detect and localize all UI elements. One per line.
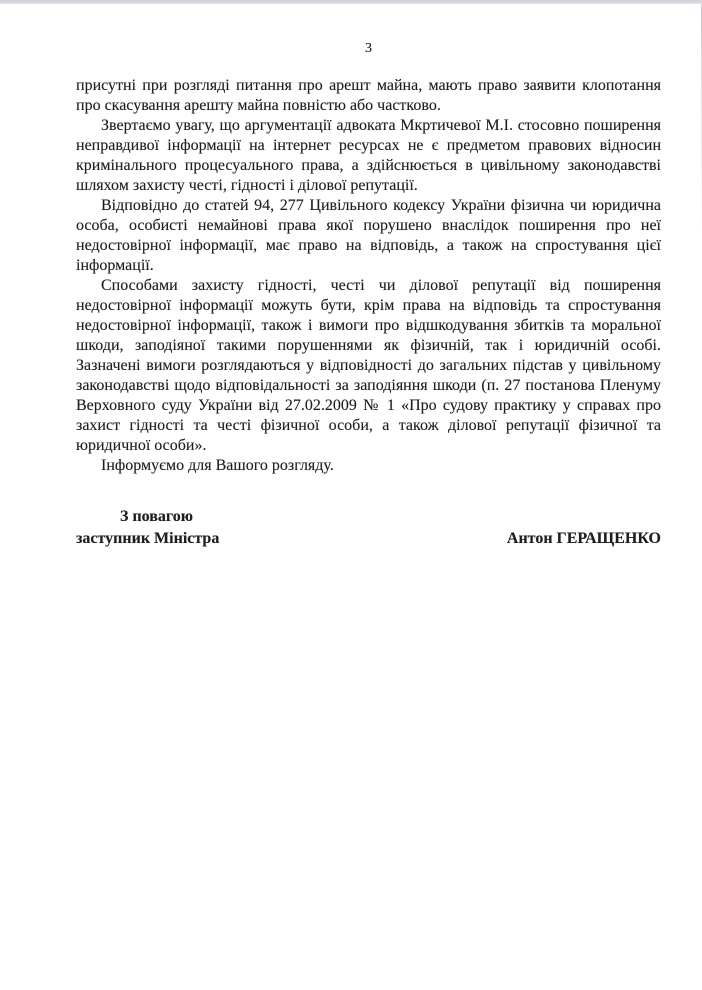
signature-block [76,506,661,550]
paragraph-protection-methods: Способами захисту гідності, честі чи ділової репутації від поширення недостовірної інформації можуть бути, крім права на відповідь та спростування недостовірної інформації, також і вимоги про відшкодування збитків та моральної шкоди, заподіяної такими порушеннями як фізичній, так і юридичній особі. Зазначені вимоги розглядаються у відповідності до загальних підстав у цивільному законодавстві щодо відповідальності за заподіяння шкоди (п. 27 постанова Пленуму Верховного суду України від 27.02.2009 № 1 «Про судову практику у справах про захист гідності та честі фізичної особи, а також ділової репутації фізичної та юридичної особи». [76,277,661,454]
paragraph-informing: Інформуємо для Вашого розгляду. [101,457,334,474]
signature-title: заступник Міністра [76,530,220,547]
signature-name: Антон ГЕРАЩЕНКО [506,530,661,547]
scan-edge-top [0,0,702,4]
document-body [76,76,661,476]
paragraph-attention: Звертаємо увагу, що аргументації адвоката Мкртичевої М.І. стосовно поширення неправдивої інформації на інтернет ресурсах не є предметом правових відносин кримінального процесуального права, а здійснюється в цивільному законодавстві шляхом захисту честі, гідності і ділової репутації. [76,117,661,194]
paragraph-continuation: присутні при розгляді питання про арешт майна, мають право заявити клопотання про скасування арешту майна повністю або частково. [76,77,661,114]
signature-left-column [76,506,219,550]
signature-closing: З повагою [120,508,193,525]
paragraph-civil-code: Відповідно до статей 94, 277 Цивільного кодексу України фізична чи юридична особа, особисті немайнові права якої порушено внаслідок поширення про неї недостовірної інформації, має право на відповідь, а також на спростування цієї інформації. [76,197,661,274]
page-number: 3 [365,41,372,56]
